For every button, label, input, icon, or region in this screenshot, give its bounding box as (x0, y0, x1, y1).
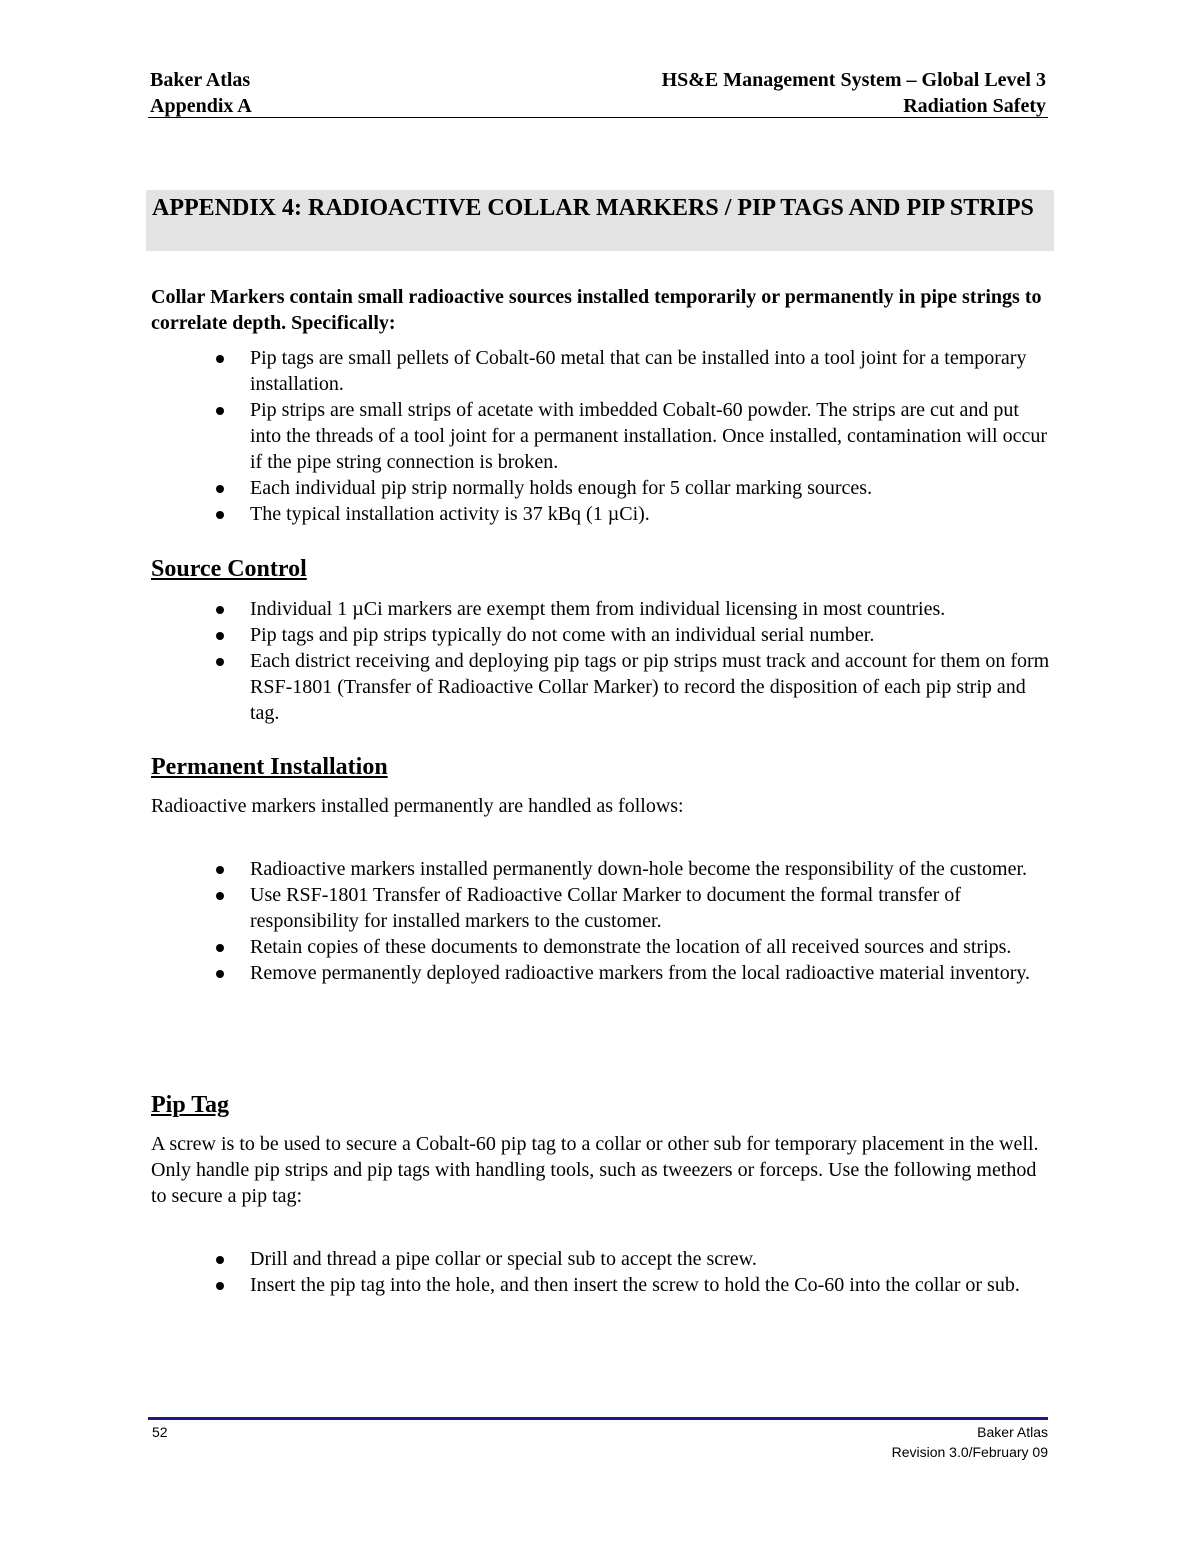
bullet-icon (216, 658, 224, 666)
intro-paragraph: Collar Markers contain small radioactive sources installed temporarily or permanently in pipe strings to correlate depth. Specifically: (151, 286, 1042, 334)
bullet-icon (216, 892, 224, 900)
bullet-icon (216, 407, 224, 415)
permanent-installation-paragraph: Radioactive markers installed permanently are handled as follows: (151, 795, 684, 817)
bullet-icon (216, 866, 224, 874)
header-topic: Radiation Safety (903, 95, 1046, 117)
section-heading-source-control: Source Control (151, 556, 307, 582)
title-banner (146, 190, 1054, 251)
source-control-bullet-list (0, 596, 1060, 726)
section-heading-pip-tag: Pip Tag (151, 1092, 230, 1118)
footer-revision: Revision 3.0/February 09 (891, 1444, 1048, 1460)
bullet-icon (216, 1256, 224, 1264)
list-item: The typical installation activity is 37 kBq (1 µCi). (0, 501, 1060, 527)
header-appendix: Appendix A (150, 95, 252, 117)
list-item: Pip tags and pip strips typically do not come with an individual serial number. (0, 622, 1060, 648)
page-title: APPENDIX 4: RADIOACTIVE COLLAR MARKERS / PIP TAGS AND PIP STRIPS (152, 195, 1034, 221)
header-divider (148, 117, 1048, 118)
list-item: Individual 1 µCi markers are exempt them from individual licensing in most countries. (0, 596, 1060, 622)
list-item: Each district receiving and deploying pip tags or pip strips must track and account for them on form RSF-1801 (Transfer of Radioactive Collar Marker) to record the disposition of each pip strip and tag. (0, 648, 1060, 726)
list-item: Each individual pip strip normally holds enough for 5 collar marking sources. (0, 475, 1060, 501)
list-item: Pip tags are small pellets of Cobalt-60 metal that can be installed into a tool joint for a temporary installation. (0, 345, 1060, 397)
bullet-icon (216, 355, 224, 363)
pip-tag-paragraph: A screw is to be used to secure a Cobalt-60 pip tag to a collar or other sub for temporary placement in the well. Only handle pip strips and pip tags with handling tools, such as tweezers or forceps. Use the following method to secure a pip tag: (151, 1133, 1039, 1207)
footer-company: Baker Atlas (977, 1424, 1048, 1440)
list-item: Use RSF-1801 Transfer of Radioactive Collar Marker to document the formal transfer of responsibility for installed markers to the customer. (0, 882, 1060, 934)
bullet-icon (216, 511, 224, 519)
section-heading-permanent-installation: Permanent Installation (151, 754, 388, 780)
header-company: Baker Atlas (150, 69, 251, 91)
footer-divider (148, 1417, 1048, 1420)
pip-tag-bullet-list (0, 1246, 1060, 1298)
list-item: Pip strips are small strips of acetate with imbedded Cobalt-60 powder. The strips are cut and put into the threads of a tool joint for a permanent installation. Once installed, contamination will occur if the pipe string connection is broken. (0, 397, 1060, 475)
bullet-icon (216, 970, 224, 978)
bullet-icon (216, 485, 224, 493)
permanent-installation-bullet-list (0, 856, 1060, 986)
list-item: Insert the pip tag into the hole, and then insert the screw to hold the Co-60 into the collar or sub. (0, 1272, 1060, 1298)
list-item: Radioactive markers installed permanently down-hole become the responsibility of the customer. (0, 856, 1060, 882)
header-system: HS&E Management System – Global Level 3 (661, 69, 1046, 91)
bullet-icon (216, 1282, 224, 1290)
bullet-icon (216, 944, 224, 952)
list-item: Remove permanently deployed radioactive markers from the local radioactive material inventory. (0, 960, 1060, 986)
list-item: Drill and thread a pipe collar or special sub to accept the screw. (0, 1246, 1060, 1272)
page-number: 52 (152, 1424, 168, 1440)
intro-bullet-list (0, 345, 1060, 527)
bullet-icon (216, 606, 224, 614)
list-item: Retain copies of these documents to demonstrate the location of all received sources and strips. (0, 934, 1060, 960)
bullet-icon (216, 632, 224, 640)
